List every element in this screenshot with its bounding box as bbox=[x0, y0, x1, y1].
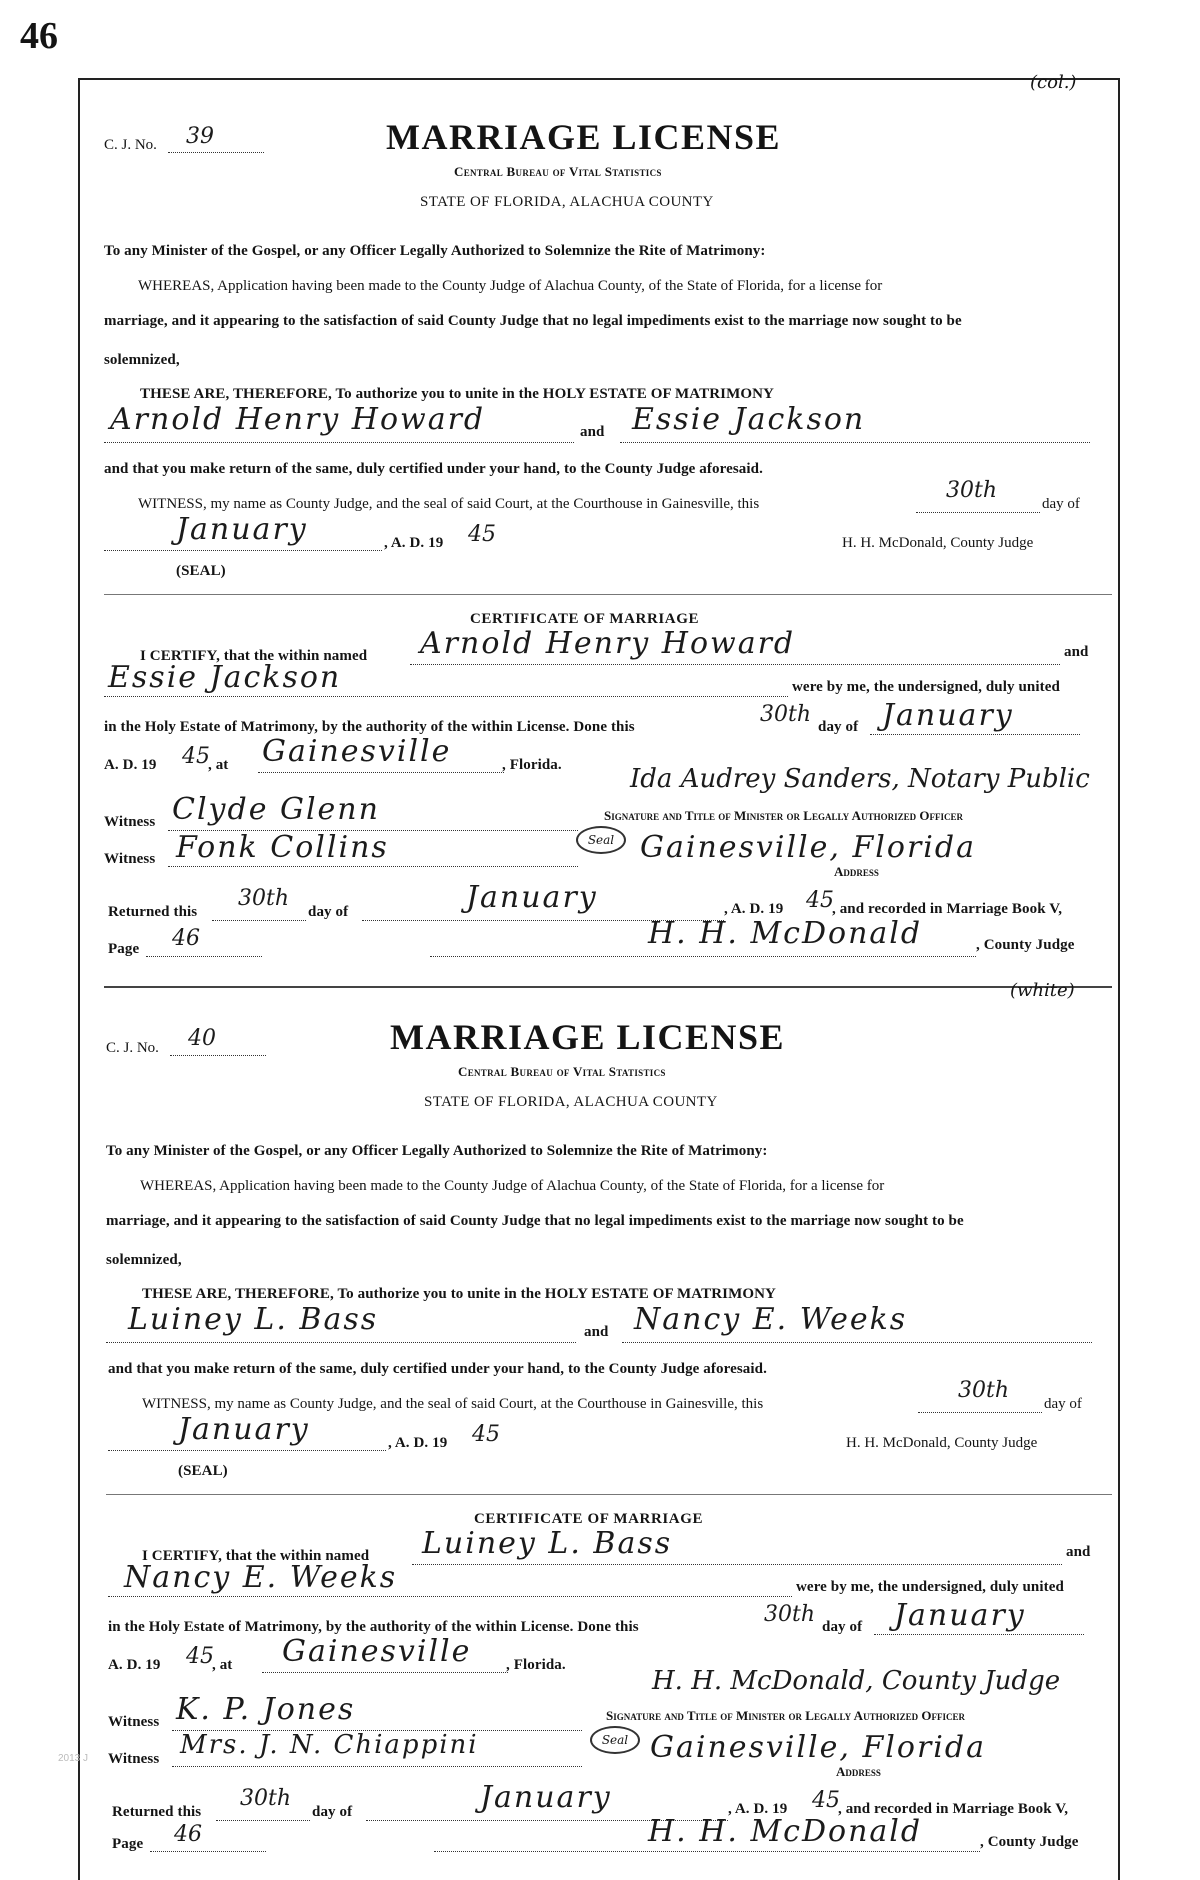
signature-title-label: Signature and Title of Minister or Legally Authorized Officer bbox=[604, 808, 963, 823]
certify-label: I CERTIFY, that the within named bbox=[142, 1548, 370, 1564]
seal-label: (SEAL) bbox=[176, 563, 226, 579]
florida-label: , Florida. bbox=[502, 757, 562, 773]
returned-label: Returned this bbox=[108, 904, 198, 920]
watermark: 2013 J bbox=[58, 1753, 89, 1764]
groom-name: Luiney L. Bass bbox=[128, 1302, 379, 1337]
returned-year: 45 bbox=[812, 1788, 840, 1813]
witness-2-label: Witness bbox=[104, 851, 156, 867]
judge-name: H. H. McDonald, County Judge bbox=[842, 535, 1034, 551]
whereas-line-3: solemnized, bbox=[104, 352, 180, 368]
witness-line: WITNESS, my name as County Judge, and the seal of said Court, at the Courthouse in Gainesville, this bbox=[138, 496, 760, 512]
witness-2-label: Witness bbox=[108, 1751, 160, 1767]
returned-month: January bbox=[466, 880, 598, 915]
certificate-title: CERTIFICATE OF MARRIAGE bbox=[474, 1511, 704, 1527]
address-label: Address bbox=[836, 1764, 881, 1779]
issue-year: 45 bbox=[468, 522, 496, 547]
witness-1-label: Witness bbox=[104, 814, 156, 830]
done-month: January bbox=[882, 698, 1014, 733]
return-line: and that you make return of the same, duly certified under your hand, to the County Judge aforesaid. bbox=[104, 461, 763, 477]
witness-line: WITNESS, my name as County Judge, and the seal of said Court, at the Courthouse in Gainesville, this bbox=[142, 1396, 764, 1412]
seal-label: (SEAL) bbox=[178, 1463, 228, 1479]
witness-2-name: Mrs. J. N. Chiappini bbox=[180, 1730, 479, 1760]
done-day: 30th bbox=[764, 1602, 816, 1627]
done-day-of: day of bbox=[822, 1619, 863, 1635]
authorization-line: THESE ARE, THEREFORE, To authorize you to unite in the HOLY ESTATE OF MATRIMONY bbox=[140, 386, 774, 402]
witness-1-name: K. P. Jones bbox=[176, 1692, 356, 1727]
address-label: Address bbox=[834, 864, 879, 879]
seal-stamp: Seal bbox=[576, 826, 626, 854]
authorization-line: THESE ARE, THEREFORE, To authorize you to unite in the HOLY ESTATE OF MATRIMONY bbox=[142, 1286, 776, 1302]
license-title: MARRIAGE LICENSE bbox=[386, 117, 782, 157]
returned-month: January bbox=[480, 1780, 612, 1815]
officer-signature: Ida Audrey Sanders, Notary Public bbox=[630, 764, 1090, 794]
page-number: 46 bbox=[20, 15, 58, 57]
returned-year: 45 bbox=[806, 888, 834, 913]
whereas-line-1: WHEREAS, Application having been made to the County Judge of Alachua County, of the State of Florida, for a license for bbox=[140, 1178, 885, 1194]
returned-label: Returned this bbox=[112, 1804, 202, 1820]
returned-ad: , A. D. 19 bbox=[728, 1801, 788, 1817]
certificate-title: CERTIFICATE OF MARRIAGE bbox=[470, 611, 700, 627]
page-label: Page bbox=[108, 941, 140, 957]
cj-number-value: 39 bbox=[186, 124, 214, 149]
issue-year: 45 bbox=[472, 1422, 500, 1447]
marriage-place: Gainesville bbox=[282, 1634, 472, 1669]
issue-day: 30th bbox=[946, 478, 998, 503]
license-title: MARRIAGE LICENSE bbox=[390, 1017, 786, 1057]
done-year: 45 bbox=[186, 1644, 214, 1669]
certificate-and: and bbox=[1064, 644, 1089, 660]
bride-name: Nancy E. Weeks bbox=[634, 1302, 908, 1337]
officer-address: Gainesville, Florida bbox=[650, 1730, 986, 1765]
done-day-of: day of bbox=[818, 719, 859, 735]
marriage-place: Gainesville bbox=[262, 734, 452, 769]
certificate-bride: Essie Jackson bbox=[108, 660, 342, 695]
done-ad-label: A. D. 19 bbox=[108, 1657, 161, 1673]
certificate-groom: Arnold Henry Howard bbox=[420, 626, 796, 661]
bride-name: Essie Jackson bbox=[632, 402, 866, 437]
address-line: To any Minister of the Gospel, or any Officer Legally Authorized to Solemnize the Rite of Matrimony: bbox=[106, 1143, 768, 1159]
united-label: were by me, the undersigned, duly united bbox=[792, 679, 1060, 695]
florida-label: , Florida. bbox=[506, 1657, 566, 1673]
state-county: STATE OF FLORIDA, ALACHUA COUNTY bbox=[424, 1094, 718, 1110]
page-label: Page bbox=[112, 1836, 144, 1852]
section-divider bbox=[104, 986, 1112, 988]
day-of-label: day of bbox=[1042, 496, 1080, 512]
certificate-groom: Luiney L. Bass bbox=[422, 1526, 673, 1561]
whereas-line-2: marriage, and it appearing to the satisfaction of said County Judge that no legal impediments exist to the marriage now sought to be bbox=[104, 313, 962, 329]
certificate-and: and bbox=[1066, 1544, 1091, 1560]
issue-day: 30th bbox=[958, 1378, 1010, 1403]
and-label: and bbox=[580, 424, 605, 440]
done-day: 30th bbox=[760, 702, 812, 727]
ad-label: , A. D. 19 bbox=[384, 535, 444, 551]
return-line: and that you make return of the same, duly certified under your hand, to the County Judge aforesaid. bbox=[108, 1361, 767, 1377]
issue-month: January bbox=[178, 1412, 310, 1447]
holy-estate-line: in the Holy Estate of Matrimony, by the authority of the within License. Done this bbox=[104, 719, 635, 735]
corner-note: (col.) bbox=[1030, 72, 1077, 93]
county-judge-label: , County Judge bbox=[976, 937, 1075, 953]
address-line: To any Minister of the Gospel, or any Officer Legally Authorized to Solemnize the Rite of Matrimony: bbox=[104, 243, 766, 259]
recorded-label: , and recorded in Marriage Book V, bbox=[838, 1801, 1069, 1817]
witness-1-name: Clyde Glenn bbox=[172, 792, 380, 827]
returned-day: 30th bbox=[240, 1786, 292, 1811]
united-label: were by me, the undersigned, duly united bbox=[796, 1579, 1064, 1595]
signature-title-label: Signature and Title of Minister or Legally Authorized Officer bbox=[606, 1708, 965, 1723]
returned-day: 30th bbox=[238, 886, 290, 911]
cj-number-label: C. J. No. bbox=[106, 1040, 159, 1056]
whereas-line-2: marriage, and it appearing to the satisfaction of said County Judge that no legal impediments exist to the marriage now sought to be bbox=[106, 1213, 964, 1229]
ad-label: , A. D. 19 bbox=[388, 1435, 448, 1451]
done-year: 45 bbox=[182, 744, 210, 769]
officer-signature: H. H. McDonald, County Judge bbox=[652, 1666, 1061, 1696]
recorded-label: , and recorded in Marriage Book V, bbox=[832, 901, 1063, 917]
officer-address: Gainesville, Florida bbox=[640, 830, 976, 865]
done-ad-label: A. D. 19 bbox=[104, 757, 157, 773]
bureau-name: Central Bureau of Vital Statistics bbox=[458, 1064, 666, 1079]
whereas-line-3: solemnized, bbox=[106, 1252, 182, 1268]
at-label: , at bbox=[208, 757, 229, 773]
judge-signature: H. H. McDonald bbox=[648, 916, 923, 951]
bureau-name: Central Bureau of Vital Statistics bbox=[454, 164, 662, 179]
issue-month: January bbox=[176, 512, 308, 547]
and-label: and bbox=[584, 1324, 609, 1340]
cj-number-label: C. J. No. bbox=[104, 137, 157, 153]
witness-2-name: Fonk Collins bbox=[176, 830, 389, 865]
corner-note: (white) bbox=[1010, 980, 1075, 1001]
returned-ad: , A. D. 19 bbox=[724, 901, 784, 917]
witness-1-label: Witness bbox=[108, 1714, 160, 1730]
page-value: 46 bbox=[174, 1822, 202, 1847]
page-value: 46 bbox=[172, 926, 200, 951]
returned-day-of: day of bbox=[308, 904, 349, 920]
groom-name: Arnold Henry Howard bbox=[110, 402, 486, 437]
done-month: January bbox=[894, 1598, 1026, 1633]
judge-signature: H. H. McDonald bbox=[648, 1814, 923, 1849]
county-judge-label: , County Judge bbox=[980, 1834, 1079, 1850]
certificate-bride: Nancy E. Weeks bbox=[124, 1560, 398, 1595]
certify-label: I CERTIFY, that the within named bbox=[140, 648, 368, 664]
judge-name: H. H. McDonald, County Judge bbox=[846, 1435, 1038, 1451]
holy-estate-line: in the Holy Estate of Matrimony, by the authority of the within License. Done this bbox=[108, 1619, 639, 1635]
at-label: , at bbox=[212, 1657, 233, 1673]
seal-stamp: Seal bbox=[590, 1726, 640, 1754]
state-county: STATE OF FLORIDA, ALACHUA COUNTY bbox=[420, 194, 714, 210]
day-of-label: day of bbox=[1044, 1396, 1082, 1412]
whereas-line-1: WHEREAS, Application having been made to the County Judge of Alachua County, of the State of Florida, for a license for bbox=[138, 278, 883, 294]
returned-day-of: day of bbox=[312, 1804, 353, 1820]
cj-number-value: 40 bbox=[188, 1026, 216, 1051]
